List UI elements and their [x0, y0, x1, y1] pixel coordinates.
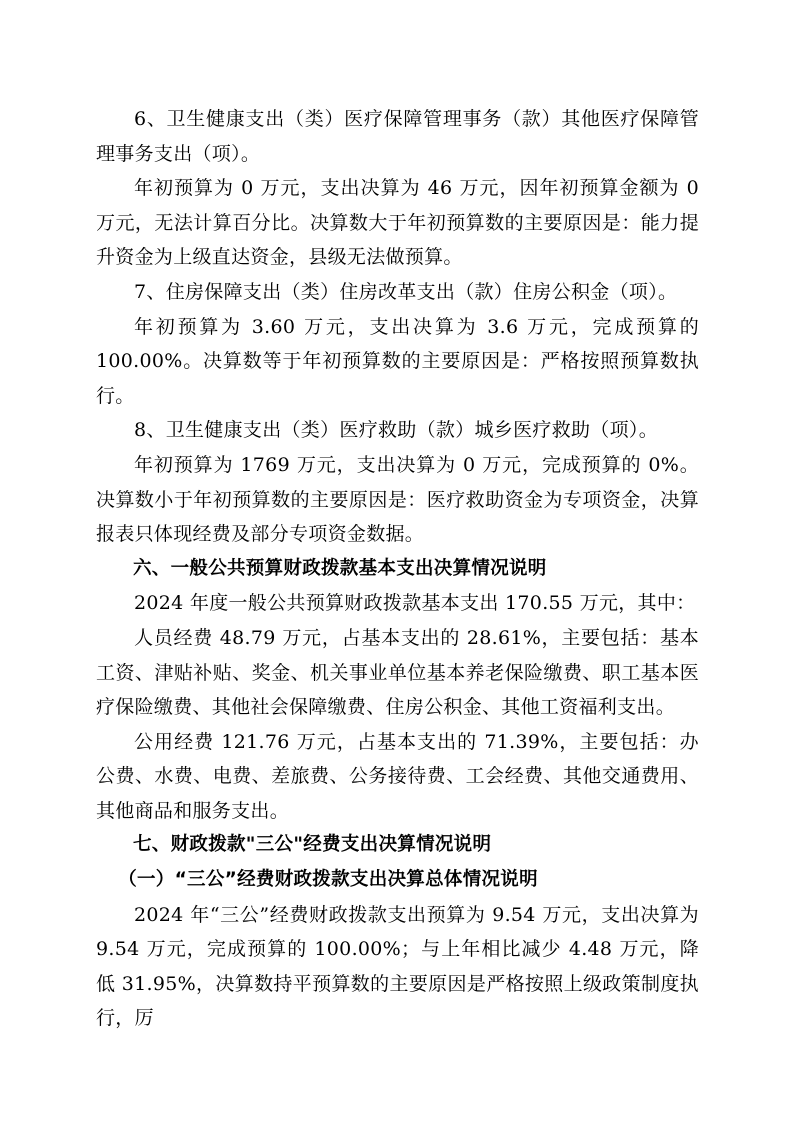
section-6-heading: 六、一般公共预算财政拨款基本支出决算情况说明 [133, 557, 547, 579]
public-expenses-paragraph: 公用经费 121.76 万元，占基本支出的 71.39%，主要包括：办公费、水费、电费、差旅费、公务接待费、工会经费、其他交通费用、其他商品和服务支出。 [96, 730, 699, 822]
personnel-expenses-paragraph: 人员经费 48.79 万元，占基本支出的 28.61%，主要包括：基本工资、津贴补贴、奖金、机关事业单位基本养老保险缴费、职工基本医疗保险缴费、其他社会保障缴费、住房公积金、其他工资福利支出。 [96, 626, 699, 719]
document-body [96, 102, 699, 1036]
item-7-title: 7、住房保障支出（类）住房改革支出（款）住房公积金（项）。 [134, 280, 678, 303]
item-7-explanation: 年初预算为 3.60 万元，支出决算为 3.6 万元，完成预算的 100.00%。决算数等于年初预算数的主要原因是：严格按照预算数执行。 [96, 315, 699, 407]
three-public-summary-paragraph: 2024 年“三公”经费财政拨款支出预算为 9.54 万元，支出决算为 9.54 万元，完成预算的 100.00%；与上年相比减少 4.48 万元，降低 31.95%，决算数持平预算数的主要原因是严格按照上级政策制度执行，厉 [96, 903, 699, 1030]
item-6-explanation: 年初预算为 0 万元，支出决算为 46 万元，因年初预算金额为 0 万元，无法计算百分比。决算数大于年初预算数的主要原因是：能力提升资金为上级直达资金，县级无法做预算。 [96, 177, 699, 269]
item-8-title: 8、卫生健康支出（类）医疗救助（款）城乡医疗救助（项）。 [134, 419, 658, 442]
section-7-heading: 七、财政拨款"三公"经费支出决算情况说明 [133, 834, 492, 856]
basic-expenditure-summary: 2024 年度一般公共预算财政拨款基本支出 170.55 万元，其中： [134, 592, 696, 615]
item-8-explanation: 年初预算为 1769 万元，支出决算为 0 万元，完成预算的 0%。决算数小于年初预算数的主要原因是：医疗救助资金为专项资金，决算报表只体现经费及部分专项资金数据。 [96, 453, 699, 546]
item-6-title: 6、卫生健康支出（类）医疗保障管理事务（款）其他医疗保障管理事务支出（项）。 [96, 108, 699, 165]
subsection-1-heading: （一）“三公”经费财政拨款支出决算总体情况说明 [118, 869, 538, 891]
